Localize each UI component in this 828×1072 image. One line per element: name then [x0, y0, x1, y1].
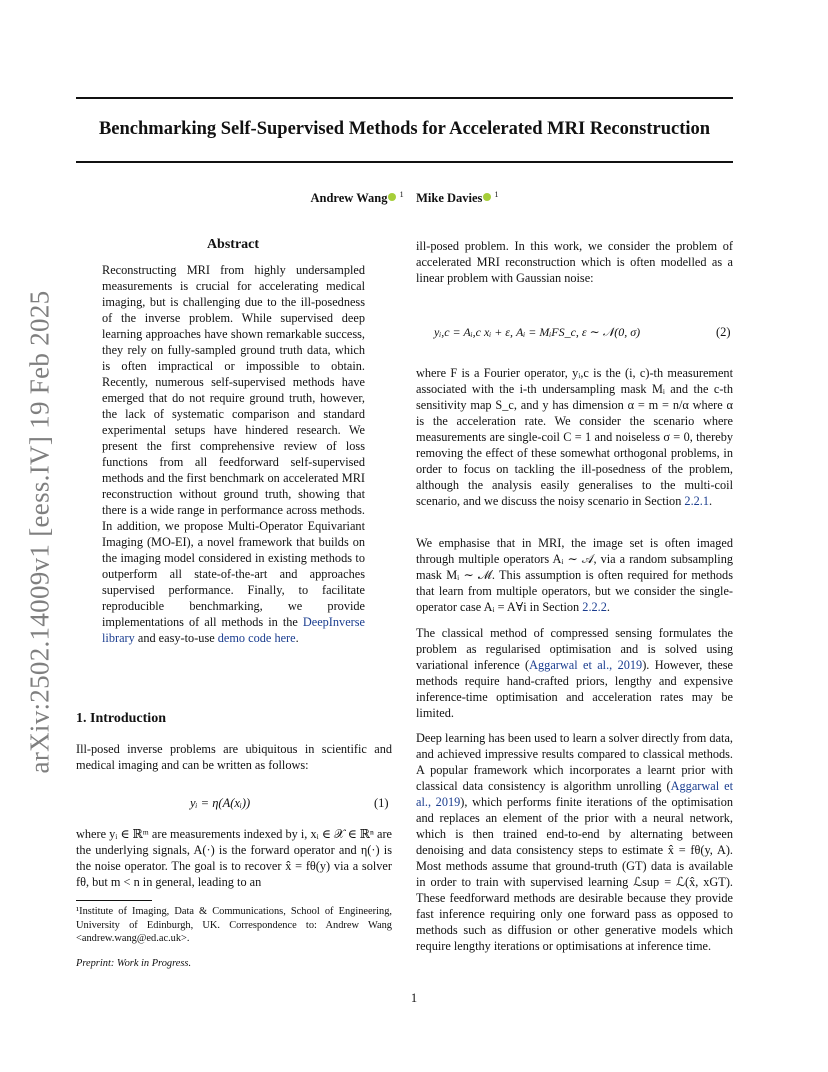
- orcid-icon[interactable]: [388, 193, 396, 201]
- citation-link[interactable]: Aggarwal et al., 2019: [529, 658, 643, 672]
- abstract-heading: Abstract: [206, 237, 260, 252]
- equation-2: yᵢ,c = Aᵢ,c xᵢ + ε, Aᵢ = MᵢFS_c, ε ∼ 𝒩(0, σ): [434, 325, 641, 339]
- citation-link[interactable]: Aggarwal et al., 2019: [416, 779, 733, 809]
- author-name: Andrew Wang: [310, 191, 388, 206]
- intro-paragraph: where yᵢ ∈ ℝᵐ are measurements indexed by i, xᵢ ∈ 𝒳 ∈ ℝⁿ are the underlying signals, A(·) is the forward operator and η(·) is the noise operator. The goal is to recover x̂ = fθ(y) via a solver fθ, but m < n in general, leading to an: [76, 827, 392, 889]
- author-list: [76, 190, 733, 206]
- section-link[interactable]: 2.2.2: [582, 600, 607, 614]
- equation-number: (2): [716, 325, 731, 339]
- equation-number: (1): [374, 796, 389, 810]
- intro-paragraph: Ill-posed inverse problems are ubiquitous in scientific and medical imaging and can be written as follows:: [76, 742, 392, 772]
- top-rule: [76, 97, 733, 99]
- equation-1: yᵢ = η(A(xᵢ)): [190, 796, 251, 810]
- deepinverse-link[interactable]: DeepInverse library: [102, 615, 365, 645]
- body-paragraph: We emphasise that in MRI, the image set is often imaged through multiple operators Aᵢ ∼ 𝒜, via a random subsampling mask Mᵢ ∼ ℳ. This assumption is often required for methods that learn from multiple operators, but we consider the single-operator case Aᵢ = A∀i in Section 2.2.2.: [416, 536, 733, 614]
- orcid-icon[interactable]: [483, 193, 491, 201]
- demo-code-link[interactable]: demo code here: [217, 631, 296, 645]
- arxiv-stamp: arXiv:2502.14009v1 [eess.IV] 19 Feb 2025: [24, 290, 55, 774]
- footnote: ¹Institute of Imaging, Data & Communications, School of Engineering, University of Edinburgh, UK. Correspondence to: Andrew Wang <andrew.wang@ed.ac.uk>.: [76, 906, 392, 944]
- footnote-rule: [76, 900, 152, 901]
- preprint-note: Preprint: Work in Progress.: [76, 958, 192, 969]
- section-heading: 1. Introduction: [76, 711, 166, 726]
- body-paragraph: ill-posed problem. In this work, we consider the problem of accelerated MRI reconstruction which is often modelled as a linear problem with Gaussian noise:: [416, 239, 733, 285]
- abstract-text: Reconstructing MRI from highly undersampled measurements is crucial for accelerating medical imaging, but is challenging due to the ill-posedness of the inverse problem. While supervised deep learning approaches have shown remarkable success, they rely on fully-sampled ground truth data, which is often impractical or impossible to obtain. Recently, numerous self-supervised methods have emerged that do not require ground truth, however, the lack of systematic comparison and standard experimental setups have hindered research. We present the first comprehensive review of loss functions from all feedforward self-supervised methods and the first benchmark on accelerated MRI reconstruction without ground truth, showing that there is a wide range in performance across methods. In addition, we propose Multi-Operator Equivariant Imaging (MO-EI), a novel framework that builds on the imaging model considered in existing methods to outperform all state-of-the-art and approaches supervised performance. Finally, to facilitate reproducible benchmarking, we provide implementations of all methods in the DeepInverse library and easy-to-use demo code here.: [102, 263, 365, 645]
- paper-title: Benchmarking Self-Supervised Methods for Accelerated MRI Reconstruction: [98, 119, 711, 139]
- title-rule: [76, 161, 733, 163]
- body-paragraph: Deep learning has been used to learn a solver directly from data, and achieved impressive results compared to classical methods. A popular framework which incorporates a learnt prior with classical data consistency is algorithm unrolling (Aggarwal et al., 2019), which performs finite iterations of the optimisation and replaces an element of the prior with a neural network, which is then trained end-to-end by alternating between denoising and data consistency steps to estimate x̂ = fθ(y, A). Most methods assume that ground-truth (GT) data is available in order to train with supervised learning ℒsup = ℒ(x̂, xGT). These feedforward methods are desirable because they provide fast inference requiring only one forward pass as opposed to methods such as diffusion or other generative models which require lengthy iterations or optimisations at inference time.: [416, 731, 733, 953]
- author-affiliation: 1: [399, 190, 404, 199]
- section-link[interactable]: 2.2.1: [684, 494, 710, 508]
- author-name: Mike Davies: [416, 191, 483, 206]
- page-number: 1: [410, 991, 418, 1005]
- body-paragraph: The classical method of compressed sensing formulates the problem as regularised optimisation and is solved using variational inference (Aggarwal et al., 2019). However, these methods require hand-crafted priors, lengthy and expensive inference-time optimisation and acceleration rates may be limited.: [416, 626, 734, 720]
- author-affiliation: 1: [494, 190, 499, 199]
- body-paragraph: where F is a Fourier operator, yᵢ,c is the (i, c)-th measurement associated with the i-th undersampling mask Mᵢ and the c-th sensitivity map S_c, and y has dimension α = m = n/α where α is the acceleration rate. We consider the scenario where measurements are single-coil C = 1 and noiseless σ = 0, thereby removing the effect of these somewhat orthogonal problems, in order to focus on tackling the ill-posedness of the problem, although the analysis easily generalises to the multi-coil scenario, and we discuss the noisy scenario in Section 2.2.1.: [416, 366, 733, 508]
